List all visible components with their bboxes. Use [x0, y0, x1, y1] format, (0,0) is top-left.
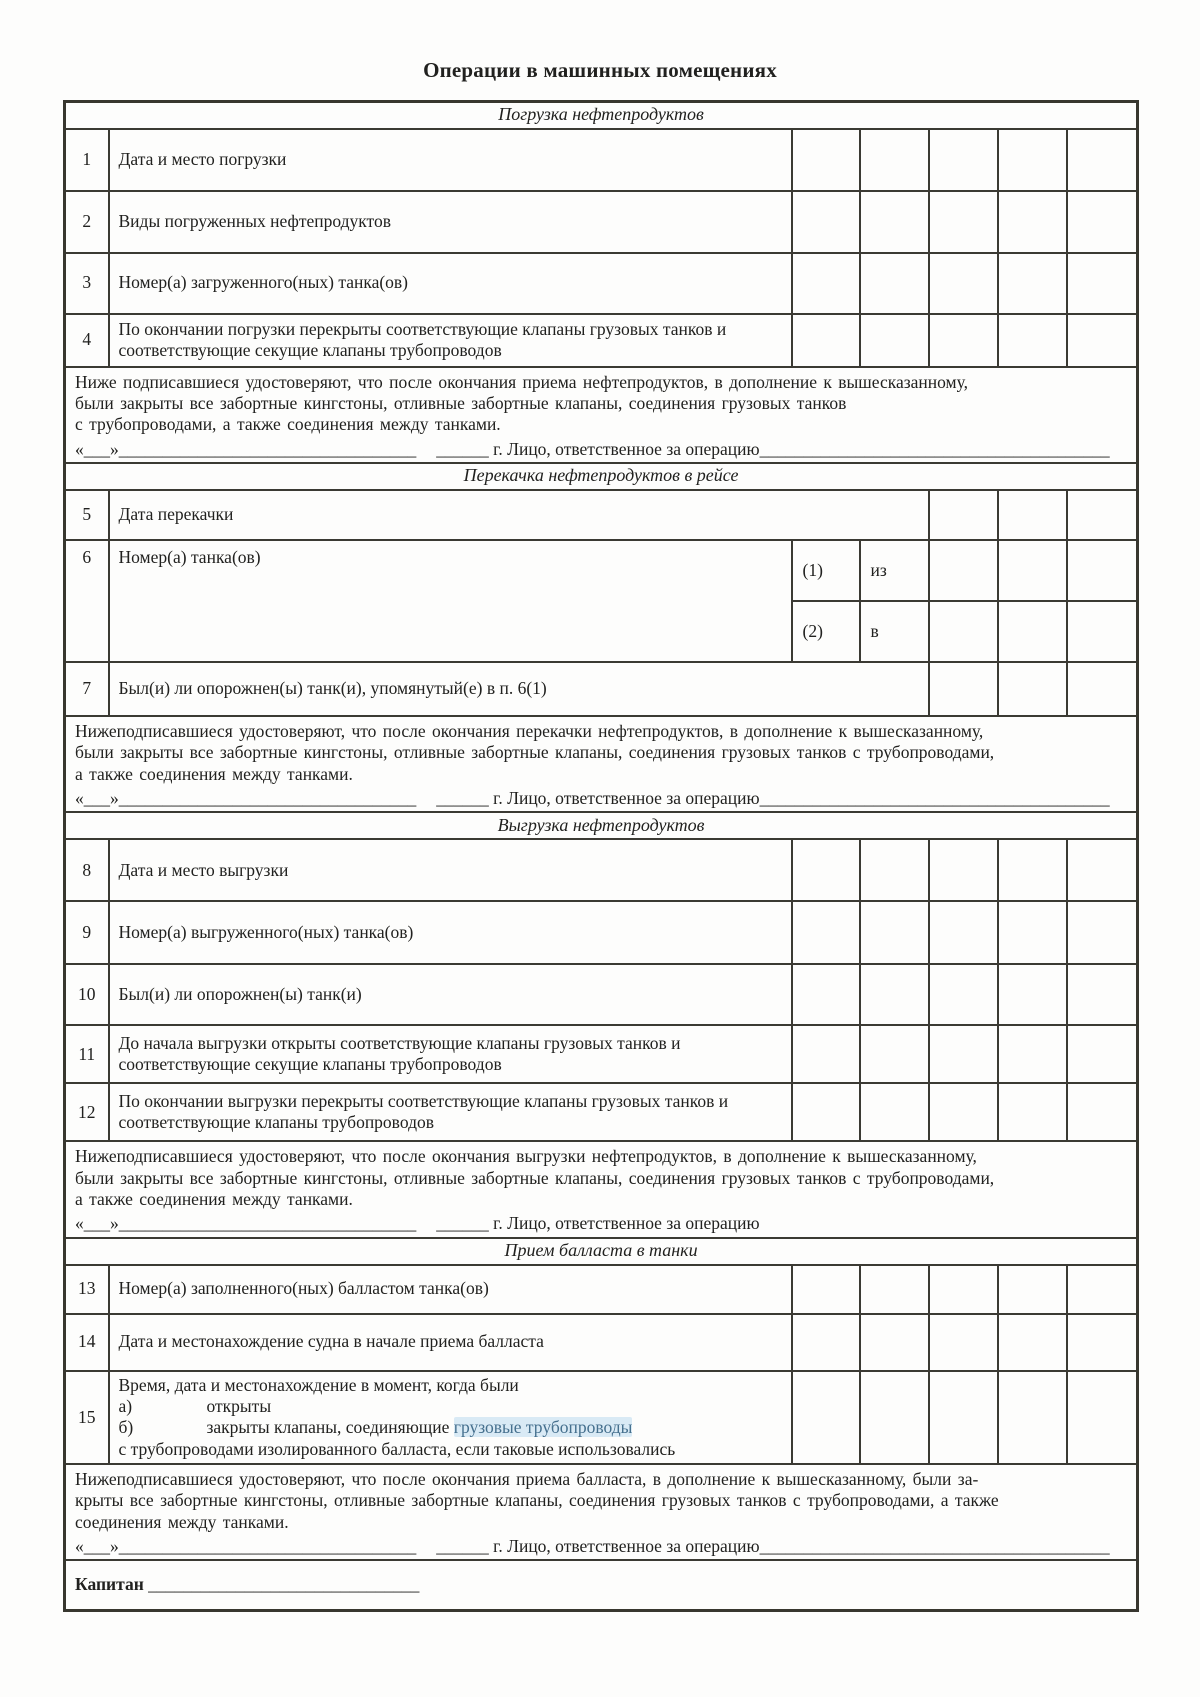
section-header-discharge: Выгрузка нефтепродуктов	[65, 812, 1138, 839]
entry-cell	[1067, 490, 1138, 540]
note-cell	[65, 1141, 1138, 1237]
date-blank: «___»__________________________________	[75, 1536, 417, 1557]
table-row	[65, 1314, 1138, 1371]
row-description-tail: с трубопроводами изолированного балласта, если таковые использовались	[118, 1438, 676, 1459]
signature-blank: ________________________________________	[759, 787, 1110, 808]
entry-cell	[860, 314, 929, 367]
entry-cell	[860, 253, 929, 314]
entry-cell	[860, 191, 929, 253]
entry-cell	[929, 601, 998, 662]
entry-cell	[929, 1025, 998, 1083]
entry-cell	[929, 1265, 998, 1314]
captain-cell	[65, 1560, 1138, 1610]
entry-cell	[929, 662, 998, 716]
responsible-person-label: ______ г. Лицо, ответственное за операцию	[436, 1213, 760, 1234]
captain-row	[65, 1560, 1138, 1610]
row-description: Дата и местонахождение судна в начале приема балласта	[109, 1314, 792, 1371]
entry-cell	[792, 901, 860, 964]
entry-cell	[792, 1265, 860, 1314]
entry-cell	[1067, 1371, 1138, 1464]
entry-cell	[792, 314, 860, 367]
entry-cell	[792, 839, 860, 901]
date-blank: «___»__________________________________	[75, 1213, 417, 1234]
row-description: Дата и место погрузки	[109, 129, 792, 191]
entry-cell	[860, 1371, 929, 1464]
responsible-person-label: ______ г. Лицо, ответственное за операцию	[436, 1536, 760, 1557]
entry-cell	[929, 540, 998, 601]
tank-ref-label: (1)	[792, 540, 860, 601]
row-description: Был(и) ли опорожнен(ы) танк(и), упомянутый(е) в п. 6(1)	[109, 662, 929, 716]
entry-cell	[929, 1083, 998, 1141]
responsible-person-label: ______ г. Лицо, ответственное за операцию	[436, 438, 760, 459]
entry-cell	[1067, 540, 1138, 601]
entry-cell	[998, 839, 1067, 901]
row-description: По окончании погрузки перекрыты соответствующие клапаны грузовых танков и соответствующие секущие клапаны трубопроводов	[109, 314, 792, 367]
row-number: 10	[65, 964, 109, 1025]
entry-cell	[929, 191, 998, 253]
entry-cell	[792, 964, 860, 1025]
entry-cell	[1067, 901, 1138, 964]
entry-cell	[998, 1314, 1067, 1371]
entry-cell	[929, 1371, 998, 1464]
entry-cell	[1067, 253, 1138, 314]
entry-cell	[1067, 1025, 1138, 1083]
row-description: Номер(а) заполненного(ных) балластом танка(ов)	[109, 1265, 792, 1314]
table-row	[65, 901, 1138, 964]
direction-label: в	[860, 601, 929, 662]
row-number: 15	[65, 1371, 109, 1464]
row-number: 5	[65, 490, 109, 540]
entry-cell	[929, 1314, 998, 1371]
signature-line	[75, 788, 1127, 809]
row-number: 2	[65, 191, 109, 253]
table-row	[65, 191, 1138, 253]
entry-cell	[929, 964, 998, 1025]
entry-cell	[998, 540, 1067, 601]
entry-cell	[1067, 129, 1138, 191]
entry-cell	[998, 129, 1067, 191]
captain-label: Капитан	[75, 1574, 144, 1595]
row-number: 3	[65, 253, 109, 314]
signature-line	[75, 1536, 1127, 1557]
note-text-line: Нижеподписавшиеся удостоверяют, что после окончания приема балласта, в дополнение к вышесказанному, были за-	[75, 1469, 979, 1489]
row-number: 1	[65, 129, 109, 191]
note-row	[65, 367, 1138, 463]
entry-cell	[1067, 1265, 1138, 1314]
entry-cell	[792, 1314, 860, 1371]
entry-cell	[792, 1025, 860, 1083]
table-row	[65, 1371, 1138, 1464]
section-row	[65, 463, 1138, 490]
entry-cell	[860, 901, 929, 964]
row-number: 6	[65, 540, 109, 662]
direction-label: из	[860, 540, 929, 601]
note-text-line: соединения между танками.	[75, 1511, 289, 1532]
entry-cell	[929, 839, 998, 901]
entry-cell	[1067, 839, 1138, 901]
entry-cell	[998, 253, 1067, 314]
tank-ref-label: (2)	[792, 601, 860, 662]
row-description-intro: Время, дата и местонахождение в момент, когда были	[118, 1374, 519, 1395]
entry-cell	[929, 129, 998, 191]
responsible-person-label: ______ г. Лицо, ответственное за операцию	[436, 787, 760, 808]
entry-cell	[1067, 662, 1138, 716]
note-text-line: были закрыты все забортные кингстоны, отливные забортные клапаны, соединения грузовых танков с трубопроводами,	[75, 1167, 995, 1188]
table-row	[65, 314, 1138, 367]
row-description-item-a: а) открыты	[118, 1395, 272, 1416]
note-text-line: были закрыты все забортные кингстоны, отливные забортные клапаны, соединения грузовых танков с трубопроводами,	[75, 742, 995, 763]
table-row	[65, 253, 1138, 314]
entry-cell	[998, 662, 1067, 716]
entry-cell	[860, 1265, 929, 1314]
entry-cell	[792, 191, 860, 253]
note-cell	[65, 716, 1138, 812]
entry-cell	[998, 601, 1067, 662]
row-number: 13	[65, 1265, 109, 1314]
section-header-loading: Погрузка нефтепродуктов	[65, 102, 1138, 129]
table-row	[65, 839, 1138, 901]
note-text-line: а также соединения между танками.	[75, 763, 353, 784]
table-row	[65, 1265, 1138, 1314]
signature-line	[75, 439, 1127, 460]
row-number: 8	[65, 839, 109, 901]
section-row	[65, 102, 1138, 129]
note-text-line: Нижеподписавшиеся удостоверяют, что после окончания выгрузки нефтепродуктов, в дополнение к вышесказанному,	[75, 1146, 977, 1167]
row-number: 7	[65, 662, 109, 716]
entry-cell	[1067, 191, 1138, 253]
row-description-item-b: б) закрыты клапаны, соединяющие грузовые трубопроводы	[118, 1417, 633, 1438]
watermark-highlight: грузовые трубопроводы	[453, 1417, 633, 1438]
row-description	[109, 1371, 792, 1464]
note-cell	[65, 1464, 1138, 1560]
entry-cell	[1067, 601, 1138, 662]
row-description: Дата и место выгрузки	[109, 839, 792, 901]
section-row	[65, 812, 1138, 839]
row-description: Номер(а) выгруженного(ных) танка(ов)	[109, 901, 792, 964]
entry-cell	[998, 901, 1067, 964]
entry-cell	[1067, 1083, 1138, 1141]
entry-cell	[998, 490, 1067, 540]
section-row	[65, 1238, 1138, 1265]
entry-cell	[860, 1083, 929, 1141]
entry-cell	[860, 964, 929, 1025]
entry-cell	[998, 314, 1067, 367]
entry-cell	[998, 1025, 1067, 1083]
note-row	[65, 1464, 1138, 1560]
row-description: По окончании выгрузки перекрыты соответствующие клапаны грузовых танков и соответствующие клапаны трубопроводов	[109, 1083, 792, 1141]
entry-cell	[860, 1314, 929, 1371]
entry-cell	[998, 1265, 1067, 1314]
entry-cell	[792, 1083, 860, 1141]
table-row	[65, 1025, 1138, 1083]
entry-cell	[998, 1083, 1067, 1141]
note-text-line: а также соединения между танками.	[75, 1188, 353, 1209]
note-text-line: крыты все забортные кингстоны, отливные забортные клапаны, соединения грузовых танков с трубопроводами, а также	[75, 1490, 999, 1511]
entry-cell	[929, 314, 998, 367]
signature-blank: ________________________________________	[759, 1536, 1110, 1557]
row-description: Дата перекачки	[109, 490, 929, 540]
page-title: Операции в машинных помещениях	[423, 58, 777, 82]
table-row	[65, 490, 1138, 540]
entry-cell	[1067, 1314, 1138, 1371]
row-description: Был(и) ли опорожнен(ы) танк(и)	[109, 964, 792, 1025]
note-text-line: Ниже подписавшиеся удостоверяют, что после окончания приема нефтепродуктов, в дополнение к вышесказанному,	[75, 371, 969, 392]
entry-cell	[860, 1025, 929, 1083]
entry-cell	[998, 1371, 1067, 1464]
note-text-line: были закрыты все забортные кингстоны, отливные забортные клапаны, соединения грузовых танков	[75, 392, 847, 413]
note-cell	[65, 367, 1138, 463]
note-row	[65, 1141, 1138, 1237]
table-row	[65, 1083, 1138, 1141]
entry-cell	[860, 839, 929, 901]
row-number: 9	[65, 901, 109, 964]
table-row	[65, 964, 1138, 1025]
row-description: До начала выгрузки открыты соответствующие клапаны грузовых танков и соответствующие секущие клапаны трубопроводов	[109, 1025, 792, 1083]
signature-blank: ________________________________________	[759, 438, 1110, 459]
section-header-transfer: Перекачка нефтепродуктов в рейсе	[65, 463, 1138, 490]
entry-cell	[792, 253, 860, 314]
note-text-line: Нижеподписавшиеся удостоверяют, что после окончания перекачки нефтепродуктов, в дополнение к вышесказанному,	[75, 720, 984, 741]
entry-cell	[860, 129, 929, 191]
entry-cell	[1067, 314, 1138, 367]
section-header-ballast: Прием балласта в танки	[65, 1238, 1138, 1265]
date-blank: «___»__________________________________	[75, 438, 417, 459]
row-description: Виды погруженных нефтепродуктов	[109, 191, 792, 253]
operations-table	[63, 100, 1139, 1612]
row-number: 14	[65, 1314, 109, 1371]
row-number: 4	[65, 314, 109, 367]
note-row	[65, 716, 1138, 812]
table-row	[65, 540, 1138, 601]
entry-cell	[1067, 964, 1138, 1025]
entry-cell	[929, 253, 998, 314]
entry-cell	[792, 129, 860, 191]
date-blank: «___»__________________________________	[75, 787, 417, 808]
entry-cell	[998, 964, 1067, 1025]
table-row	[65, 662, 1138, 716]
row-number: 11	[65, 1025, 109, 1083]
signature-line	[75, 1213, 1127, 1234]
note-text-line: с трубопроводами, а также соединения между танками.	[75, 414, 501, 435]
row-number: 12	[65, 1083, 109, 1141]
row-description: Номер(а) загруженного(ных) танка(ов)	[109, 253, 792, 314]
row-description: Номер(а) танка(ов)	[109, 540, 792, 662]
entry-cell	[792, 1371, 860, 1464]
table-row	[65, 129, 1138, 191]
entry-cell	[929, 901, 998, 964]
entry-cell	[929, 490, 998, 540]
captain-signature-blank: _______________________________	[148, 1574, 420, 1595]
entry-cell	[998, 191, 1067, 253]
